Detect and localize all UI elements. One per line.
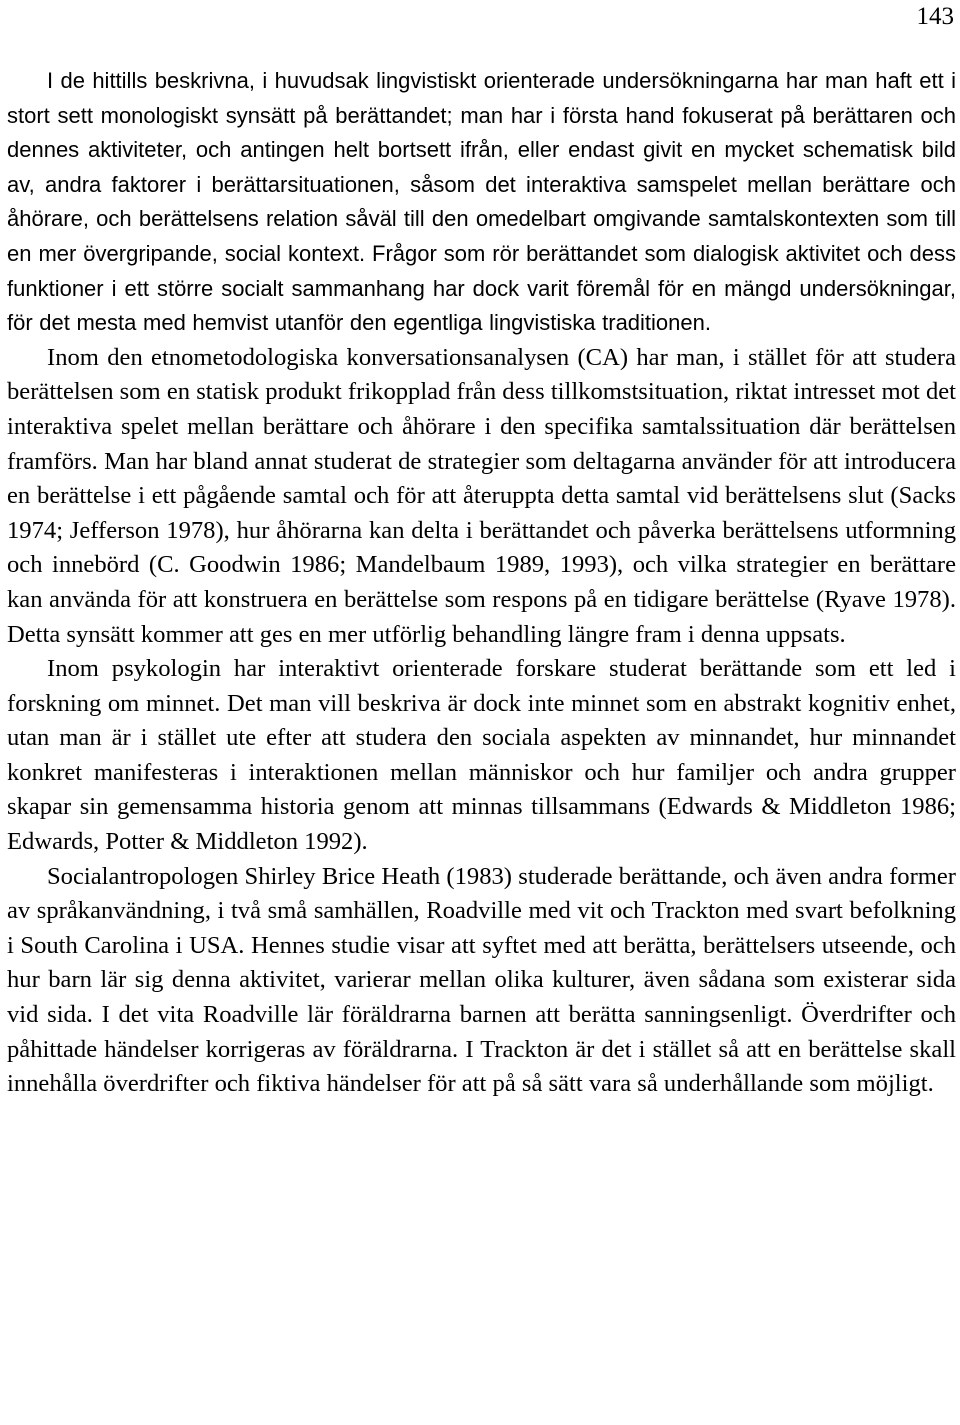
paragraph-3: Inom psykologin har interaktivt orienterade forskare studerat berättande som ett led i forskning om minnet. Det man vill beskriva är dock inte minnet som en abstrakt kognitiv enhet, utan man är i stället ute efter att studera den sociala aspekten av minnandet, hur minnandet konkret manifesteras i interaktionen mellan människor och hur familjer och andra grupper skapar sin gemensamma historia genom att minnas tillsammans (Edwards & Middleton 1986; Edwards, Potter & Middleton 1992). (7, 655, 956, 856)
paragraph-4: Socialantropologen Shirley Brice Heath (1983) studerade berättande, och även andra former av språkanvändning, i två små samhällen, Roadville med vit och Trackton med svart befolkning i South Carolina i USA. Hennes studie visar att syftet med att berätta, berättelsers utseende, och hur barn lär sig denna aktivitet, varierar mellan olika kulturer, även sådana som existerar sida vid sida. I det vita Roadville lär föräldrarna barnen att berätta sanningsenligt. Överdrifter och påhittade händelser korrigeras av föräldrarna. I Trackton är det i stället så att en berättelse skall innehålla överdrifter och fiktiva händelser för att på så sätt vara så underhållande som möjligt. (7, 862, 956, 1098)
paragraph-1: I de hittills beskrivna, i huvudsak lingvistiskt orienterade undersökningarna har man haft ett i stort sett monologiskt synsätt på berättandet; man har i första hand fokuserat på berättaren och dennes aktiviteter, och antingen helt bortsett ifrån, eller endast givit en mycket schematisk bild av, andra faktorer i berättarsituationen, såsom det interaktiva samspelet mellan berättare och åhörare, och berättelsens relation såväl till den omedelbart omgivande samtalskontexten som till en mer övergripande, social kontext. Frågor som rör berättandet som dialogisk aktivitet och dess funktioner i ett större socialt sammanhang har dock varit föremål för en mängd undersökningar, för det mesta med hemvist utanför den egentliga lingvistiska traditionen. (7, 68, 956, 336)
body-text (7, 64, 956, 1102)
paragraph-2: Inom den etnometodologiska konversationsanalysen (CA) har man, i stället för att studera berättelsen som en statisk produkt frikopplad från dess tillkomstsituation, riktat intresset mot det interaktiva spelet mellan berättare och åhörare i den specifika samtalssituation där berättelsen framförs. Man har bland annat studerat de strategier som deltagarna använder för att introducera en berättelse i ett pågående samtal och för att återuppta detta samtal vid berättelsens slut (Sacks 1974; Jefferson 1978), hur åhörarna kan delta i berättandet och påverka berättelsens utformning och innebörd (C. Goodwin 1986; Mandelbaum 1989, 1993), och vilka strategier en berättare kan använda för att konstruera en berättelse som respons på en tidigare berättelse (Ryave 1978). Detta synsätt kommer att ges en mer utförlig behandling längre fram i denna uppsats. (7, 343, 956, 648)
page-number: 143 (916, 3, 954, 30)
